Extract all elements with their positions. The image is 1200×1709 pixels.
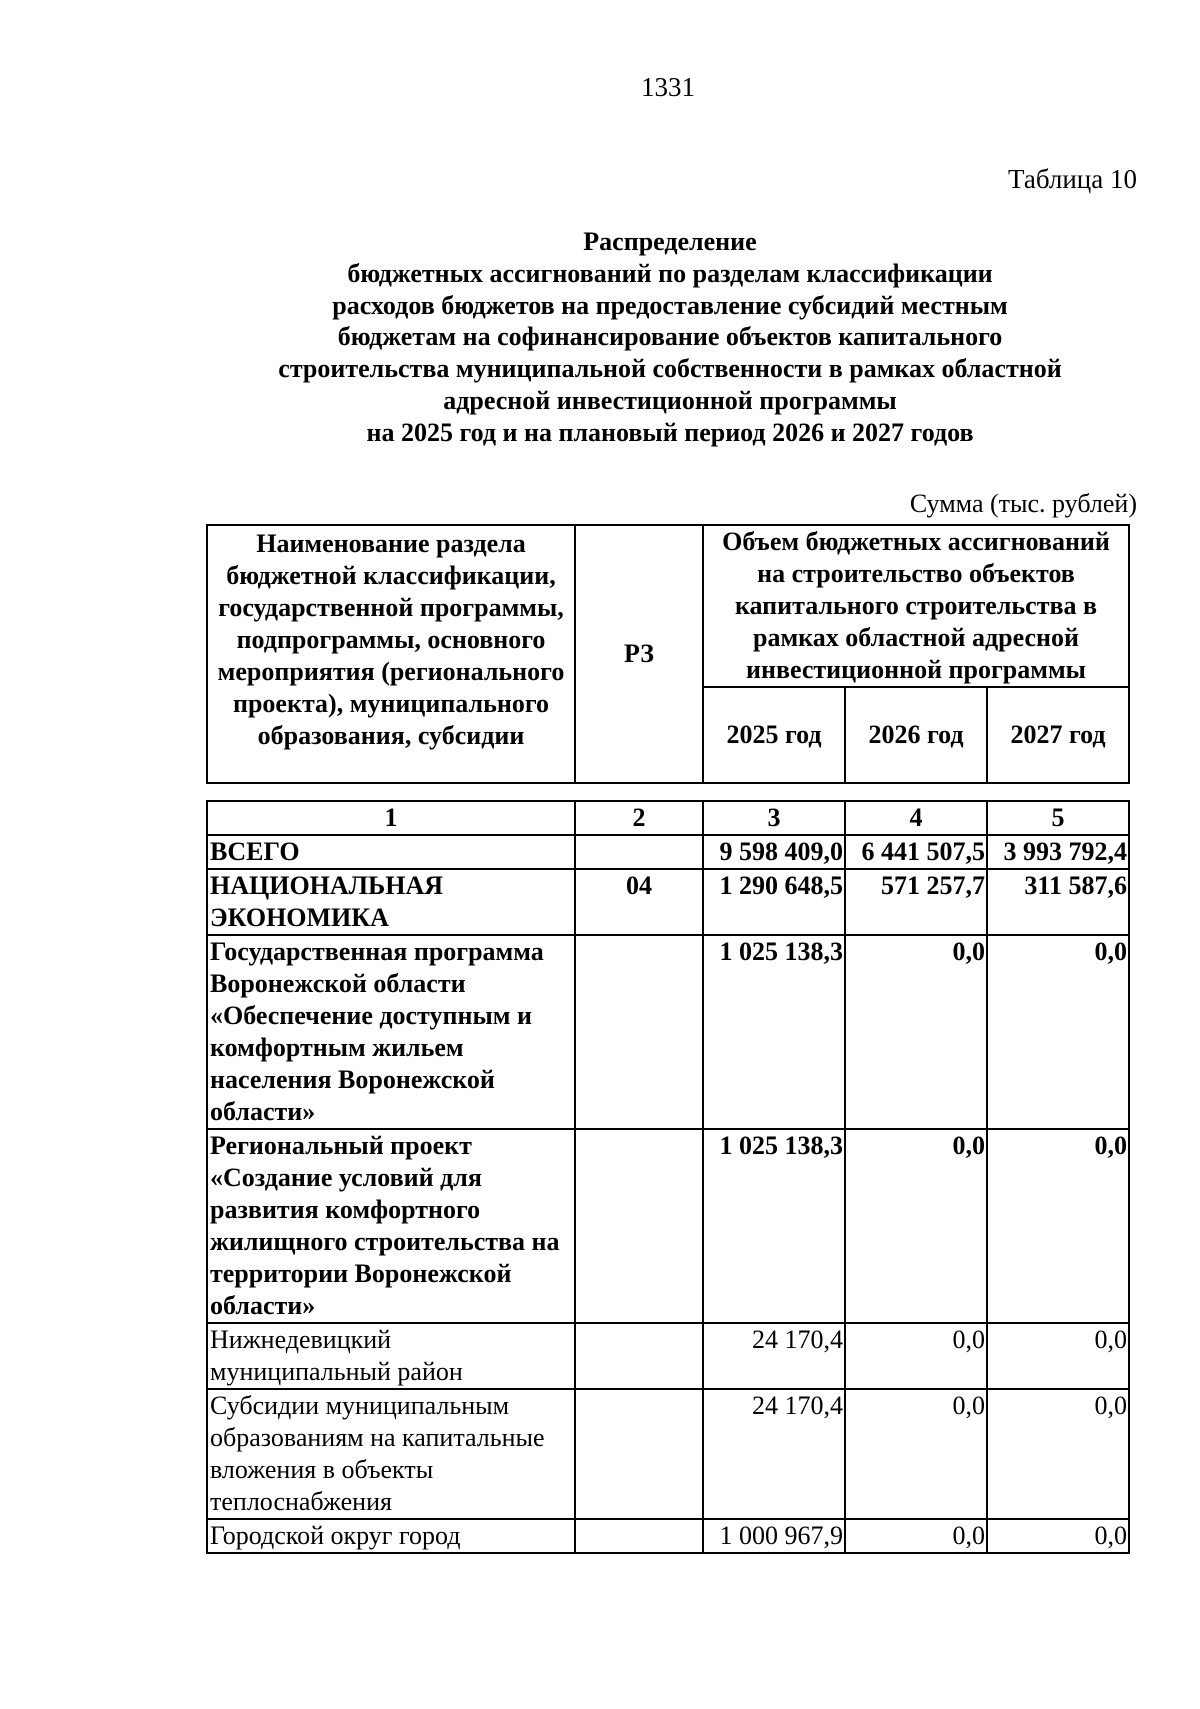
row-rz-cell [575,1129,703,1323]
row-value-2026: 0,0 [845,1519,987,1553]
table-row [207,1519,1129,1553]
header-year-2027: 2027 год [987,687,1129,783]
row-value-2026: 0,0 [845,1129,987,1323]
table-row [207,1129,1129,1323]
page-number: 1331 [641,72,695,102]
row-name-cell: Региональный проект «Создание условий для развития комфортного жилищного строительства на территории Воронежской области» [207,1129,575,1323]
header-rz-column: РЗ [575,525,703,783]
header-name-column: Наименование раздела бюджетной классификации, государственной программы, подпрограммы, основного мероприятия (регионального проекта), муниципального образования, субсидии [207,525,575,783]
row-value-2025: 24 170,4 [703,1323,845,1389]
row-name-cell: Нижнедевицкий муниципальный район [207,1323,575,1389]
row-name-cell: Субсидии муниципальным образованиям на капитальные вложения в объекты теплоснабжения [207,1389,575,1519]
row-value-2027: 0,0 [987,935,1129,1129]
table-header [206,524,1130,784]
row-value-2027: 311 587,6 [987,869,1129,935]
column-number: 3 [703,801,845,835]
row-rz-cell [575,935,703,1129]
title-line: Распределение [583,227,757,256]
row-value-2026: 6 441 507,5 [845,835,987,869]
row-value-2027: 0,0 [987,1129,1129,1323]
column-number-row [207,801,1129,835]
title-line: расходов бюджетов на предоставление субсидий местным [332,290,1008,320]
table-row [207,835,1129,869]
table-row [207,935,1129,1129]
row-name-cell: НАЦИОНАЛЬНАЯ ЭКОНОМИКА [207,869,575,935]
table-row [207,1389,1129,1519]
row-rz-cell [575,835,703,869]
units-label: Сумма (тыс. рублей) [909,489,1137,518]
row-value-2026: 0,0 [845,1389,987,1519]
row-value-2027: 0,0 [987,1323,1129,1389]
row-value-2025: 1 000 967,9 [703,1519,845,1553]
row-value-2027: 0,0 [987,1519,1129,1553]
document-title [200,226,1140,449]
title-line: бюджетных ассигнований по разделам классификации [347,258,993,288]
row-value-2025: 24 170,4 [703,1389,845,1519]
row-name-cell: Городской округ город [207,1519,575,1553]
header-volume-column: Объем бюджетных ассигнований на строительство объектов капитального строительства в рамках областной адресной инвестиционной программы [703,525,1129,687]
row-value-2026: 0,0 [845,1323,987,1389]
title-line: адресной инвестиционной программы [443,385,897,415]
column-number: 4 [845,801,987,835]
row-rz-cell [575,1389,703,1519]
title-line: бюджетам на софинансирование объектов капитального [337,322,1003,352]
row-rz-cell: 04 [575,869,703,935]
row-value-2026: 0,0 [845,935,987,1129]
column-number: 1 [207,801,575,835]
row-value-2025: 9 598 409,0 [703,835,845,869]
row-value-2027: 3 993 792,4 [987,835,1129,869]
header-year-2026: 2026 год [845,687,987,783]
title-line: строительства муниципальной собственности в рамках областной [278,354,1062,384]
table-row [207,1323,1129,1389]
budget-table [206,800,1130,1554]
row-value-2026: 571 257,7 [845,869,987,935]
title-line: на 2025 год и на плановый период 2026 и 2027 годов [366,417,974,447]
row-value-2025: 1 025 138,3 [703,935,845,1129]
row-rz-cell [575,1323,703,1389]
row-name-cell: ВСЕГО [207,835,575,869]
row-value-2025: 1 025 138,3 [703,1129,845,1323]
header-year-2025: 2025 год [703,687,845,783]
table-body [207,801,1129,1553]
row-name-cell: Государственная программа Воронежской области «Обеспечение доступным и комфортным жильем населения Воронежской области» [207,935,575,1129]
column-number: 5 [987,801,1129,835]
column-number: 2 [575,801,703,835]
table-row [207,869,1129,935]
row-value-2027: 0,0 [987,1389,1129,1519]
row-value-2025: 1 290 648,5 [703,869,845,935]
row-rz-cell [575,1519,703,1553]
table-label: Таблица 10 [1008,164,1137,194]
